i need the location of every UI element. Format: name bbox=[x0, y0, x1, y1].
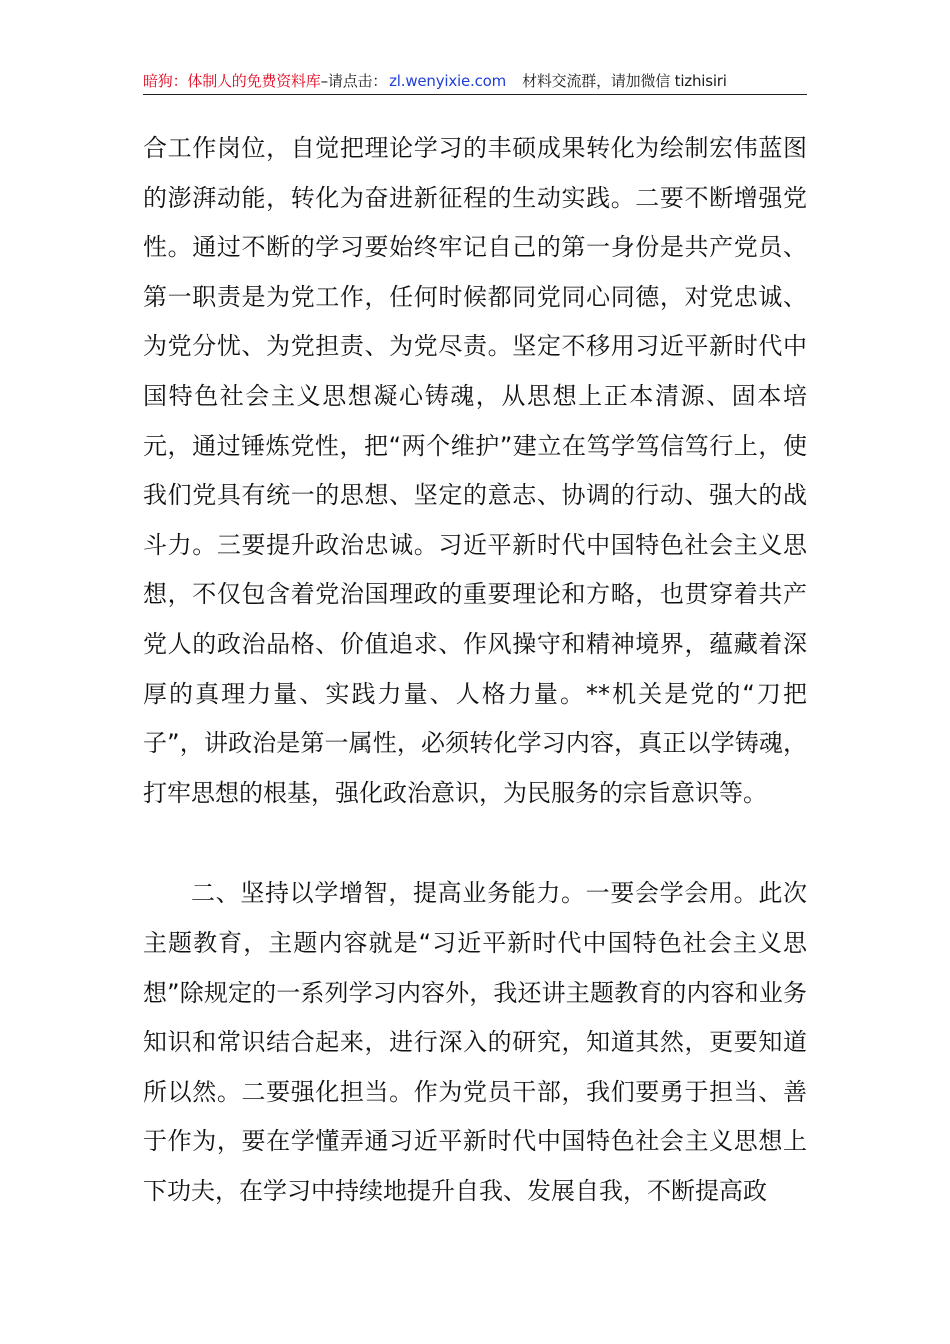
document-body bbox=[143, 124, 807, 1216]
header-prompt: –请点击： bbox=[320, 72, 388, 90]
header-contact: 材料交流群，请加微信 tizhisiri bbox=[522, 72, 727, 90]
header-link[interactable]: zl.wenyixie.com bbox=[389, 72, 507, 90]
header-brand: 暗狗：体制人的免费资料库 bbox=[143, 72, 321, 90]
paragraph-continuation: 合工作岗位，自觉把理论学习的丰硕成果转化为绘制宏伟蓝图的澎湃动能，转化为奋进新征程的生动实践。二要不断增强党性。通过不断的学习要始终牢记自己的第一身份是共产党员、第一职责是为党工作，任何时候都同党同心同德，对党忠诚、为党分忧、为党担责、为党尽责。坚定不移用习近平新时代中国特色社会主义思想凝心铸魂，从思想上正本清源、固本培元，通过锤炼党性，把“两个维护”建立在笃学笃信笃行上，使我们党具有统一的思想、坚定的意志、协调的行动、强大的战斗力。三要提升政治忠诚。习近平新时代中国特色社会主义思想，不仅包含着党治国理政的重要理论和方略，也贯穿着共产党人的政治品格、价值追求、作风操守和精神境界，蕴藏着深厚的真理力量、实践力量、人格力量。**机关是党的“刀把子”，讲政治是第一属性，必须转化学习内容，真正以学铸魂，打牢思想的根基，强化政治意识，为民服务的宗旨意识等。 bbox=[143, 134, 807, 807]
paragraph-section-two: 二、坚持以学增智，提高业务能力。一要会学会用。此次主题教育，主题内容就是“习近平新时代中国特色社会主义思想”除规定的一系列学习内容外，我还讲主题教育的内容和业务知识和常识结合起来，进行深入的研究，知道其然，更要知道所以然。二要强化担当。作为党员干部，我们要勇于担当、善于作为，要在学懂弄通习近平新时代中国特色社会主义思想上下功夫，在学习中持续地提升自我、发展自我，不断提高政 bbox=[143, 879, 807, 1205]
page-header bbox=[143, 70, 807, 92]
header-divider bbox=[143, 94, 807, 95]
